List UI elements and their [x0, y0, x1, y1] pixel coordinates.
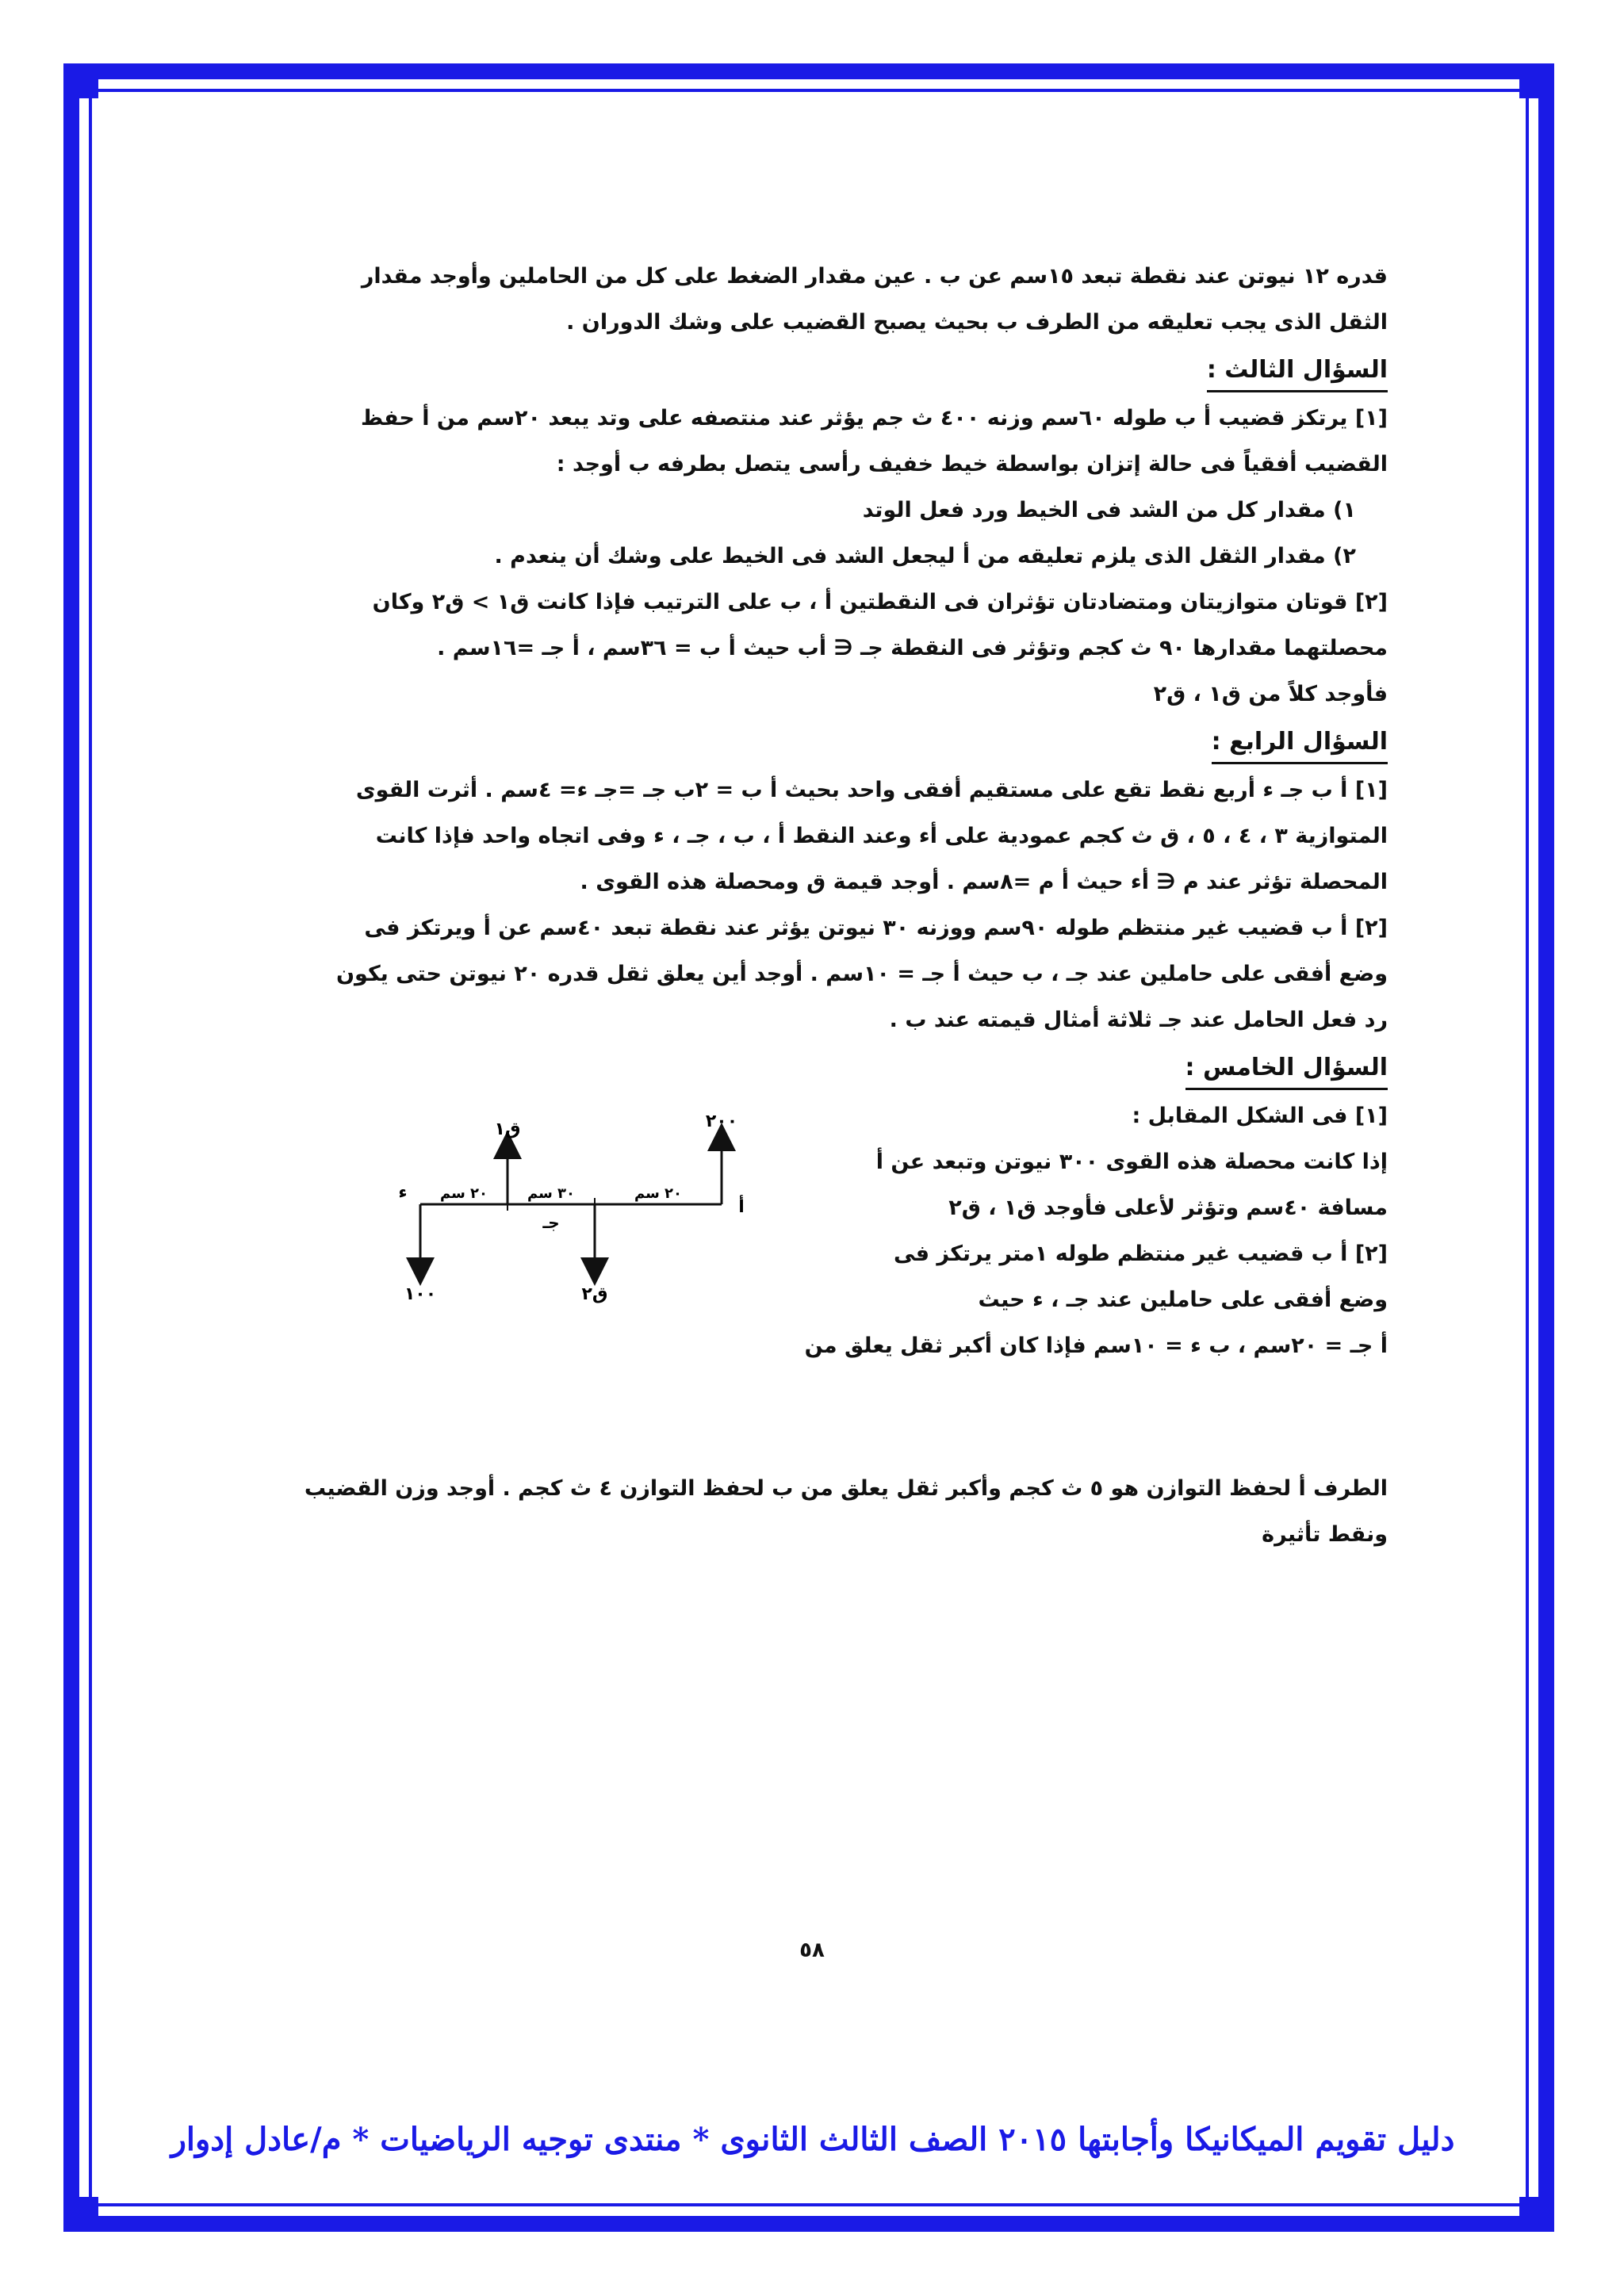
q4-item1-line: [١] أ ب جـ ء أربع نقط تقع على مستقيم أفقى واحد بحيث أ ب = ٢ب جـ =جـ ء= ٤سم . أثرت القوى	[355, 778, 1388, 802]
label-force-200: ٢٠٠	[705, 1112, 738, 1131]
q4-item1-line: المحصلة تؤثر عند م ∈ أء حيث أ م =٨سم . أوجد قيمة ق ومحصلة هذه القوى .	[580, 870, 1388, 894]
q3-item1-line: القضيب أفقياً فى حالة إتزان بواسطة خيط خفيف رأسى يتصل بطرفه ب أوجد :	[556, 452, 1388, 476]
question-3-heading: السؤال الثالث :	[1207, 352, 1388, 392]
q5-item2-line: [٢] أ ب قضيب غير منتظم طوله ١متر يرتكز فى	[894, 1242, 1388, 1266]
page-number: ٥٨	[799, 1938, 825, 1962]
q5-item1-line: إذا كانت محصلة هذه القوى ٣٠٠ نيوتن وتبعد عن أ	[875, 1150, 1388, 1174]
label-distance: ٣٠ سم	[527, 1185, 576, 1202]
question-5-heading: السؤال الخامس :	[1185, 1050, 1388, 1090]
label-point-c: جـ	[542, 1213, 560, 1232]
q5-item1-line: مسافة ٤٠سم وتؤثر لأعلى فأوجد ق١ ، ق٢	[948, 1196, 1388, 1220]
frame-corner	[1519, 2197, 1554, 2232]
continuation-line: الثقل الذى يجب تعليقه من الطرف ب بحيث يصبح القضيب على وشك الدوران .	[566, 310, 1388, 335]
q3-item2-line: [٢] قوتان متوازيتان ومتضادتان تؤثران فى النقطتين أ ، ب على الترتيب فإذا كانت ق١ > ق٢ وكان	[372, 590, 1388, 614]
label-distance: ٢٠ سم	[634, 1185, 683, 1202]
q5-text	[785, 1093, 1388, 1369]
q3-item2-line: محصلتهما مقدارها ٩٠ ث كجم وتؤثر فى النقطة جـ ∈ أب حيث أ ب = ٣٦سم ، أ جـ =١٦سم .	[437, 636, 1388, 660]
label-point-a: أ	[738, 1197, 745, 1217]
label-force-q2: ق٢	[581, 1284, 608, 1304]
q3-item1-sub: ٢) مقدار الثقل الذى يلزم تعليقه من أ ليجعل الشد فى الخيط على وشك أن ينعدم .	[494, 544, 1356, 568]
q3-item2-line: فأوجد كلاً من ق١ ، ق٢	[1153, 682, 1388, 706]
q5-item2-line: أ جـ = ٢٠سم ، ب ء = ١٠سم فإذا كان أكبر ثقل يعلق من	[804, 1334, 1388, 1358]
q4-item2-line: [٢] أ ب قضيب غير منتظم طوله ٩٠سم ووزنه ٣٠ نيوتن يؤثر عند نقطة تبعد ٤٠سم عن أ ويرتكز فى	[364, 916, 1388, 940]
q4-item1-line: المتوازية ٣ ، ٤ ، ٥ ، ق ث كجم عمودية على أء وعند النقط أ ، ب ، جـ ، ء وفى اتجاه واحد فإذا كانت	[375, 824, 1388, 848]
frame-corner	[63, 2197, 98, 2232]
q3-item1-sub: ١) مقدار كل من الشد فى الخيط ورد فعل الوتد	[862, 498, 1356, 522]
q5-item2-line: وضع أفقى على حاملين عند جـ ، ء حيث	[978, 1288, 1388, 1312]
q3-item1-line: [١] يرتكز قضيب أ ب طوله ٦٠سم وزنه ٤٠٠ ث جم يؤثر عند منتصفه على وتد يبعد ٢٠سم من أ حفظ	[361, 406, 1388, 430]
q5-item2-rest-line: ونقط تأثيرة	[1262, 1522, 1388, 1547]
label-point-d: ء	[398, 1183, 408, 1203]
question-5-block	[230, 1093, 1388, 1466]
continuation-line: قدره ١٢ نيوتن عند نقطة تبعد ١٥سم عن ب . عين مقدار الضغط على كل من الحاملين وأوجد مقدار	[361, 264, 1388, 289]
q5-item2-rest-line: الطرف أ لحفظ التوازن هو ٥ ث كجم وأكبر ثقل يعلق من ب لحفظ التوازن ٤ ث كجم . أوجد وزن القضيب	[304, 1476, 1388, 1501]
label-distance: ٢٠ سم	[439, 1185, 488, 1202]
label-force-q1: ق١	[494, 1119, 521, 1139]
q4-item2-line: رد فعل الحامل عند جـ ثلاثة أمثال قيمته عند ب .	[889, 1008, 1388, 1032]
question-4-heading: السؤال الرابع :	[1212, 724, 1388, 764]
frame-corner	[63, 63, 98, 98]
footer-title: دليل تقويم الميكانيكا وأجابتها ٢٠١٥ الصف الثالث الثانوى * منتدى توجيه الرياضيات * م/عادل إدوار	[170, 2121, 1455, 2158]
page-content	[230, 254, 1388, 1558]
q4-item2-line: وضع أفقى على حاملين عند جـ ، ب حيث أ جـ = ١٠سم . أوجد أين يعلق ثقل قدره ٢٠ نيوتن حتى يكون	[335, 962, 1388, 986]
force-diagram	[349, 1109, 793, 1347]
label-force-100: ١٠٠	[404, 1284, 437, 1304]
q5-item1-line: [١] فى الشكل المقابل :	[1132, 1104, 1388, 1128]
frame-corner	[1519, 63, 1554, 98]
